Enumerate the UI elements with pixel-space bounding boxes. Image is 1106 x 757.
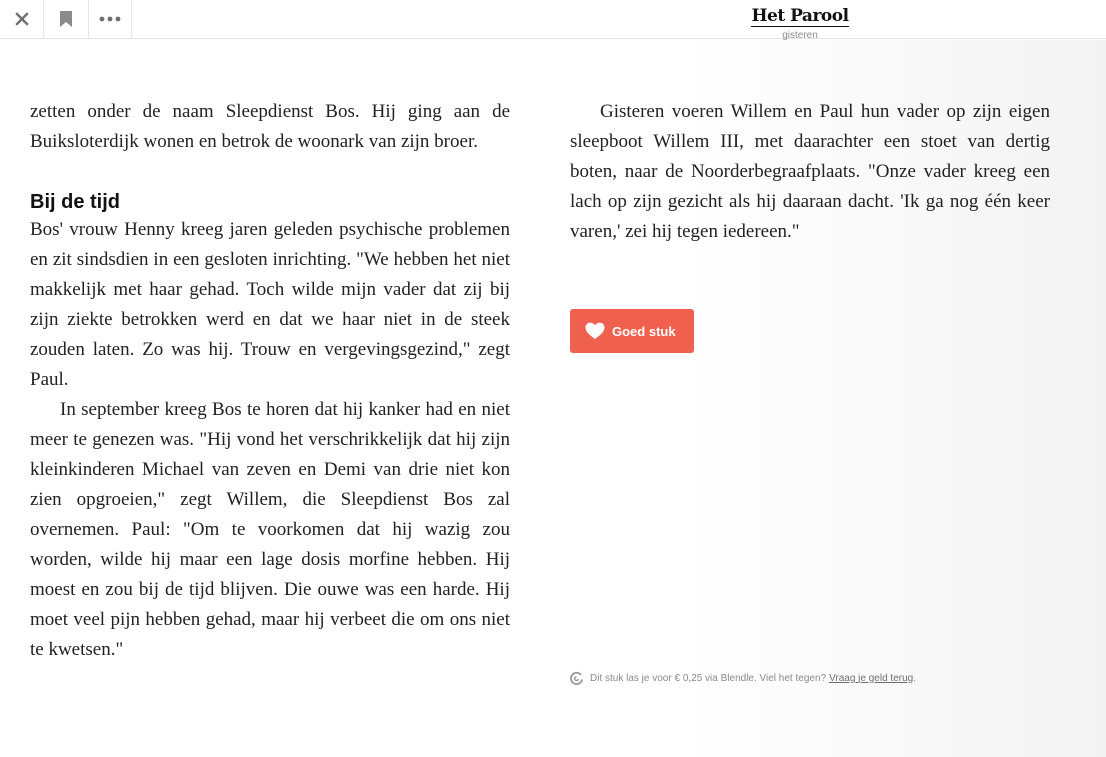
close-icon xyxy=(15,12,29,26)
bookmark-icon xyxy=(60,11,72,27)
reader-toolbar xyxy=(0,0,1106,39)
article-column-right xyxy=(570,97,1050,247)
publication-header xyxy=(700,6,900,41)
article-subheading: Bij de tijd xyxy=(30,191,120,213)
payment-note-text: Dit stuk las je voor € 0,25 via Blendle. Viel het tegen? xyxy=(590,672,827,684)
like-button-label: Goed stuk xyxy=(612,323,676,339)
payment-note-period: . xyxy=(913,672,916,684)
more-icon xyxy=(99,16,121,22)
bookmark-button[interactable] xyxy=(44,0,89,38)
paragraph-spacer xyxy=(30,157,510,187)
close-button[interactable] xyxy=(0,0,44,38)
blendle-icon xyxy=(569,671,584,686)
publication-date: gisteren xyxy=(782,30,818,41)
heart-icon xyxy=(585,322,605,340)
like-button[interactable] xyxy=(570,309,694,353)
payment-note xyxy=(569,669,916,687)
article-paragraph: In september kreeg Bos te horen dat hij kanker had en niet meer te genezen was. "Hij vond het verschrikkelijk dat hij zijn kleinkinderen Michael van zeven en Demi van drie niet kon zien opgroeien," zegt Willem, die Sleepdienst Bos zal overnemen. Paul: "Om te voorkomen dat hij wazig zou worden, wilde hij maar een lage dosis morfine hebben. Hij moest en zou bij de tijd blijven. Die ouwe was een harde. Hij moet veel pijn hebben gehad, maar hij verbeet die om ons niet te kwetsen." xyxy=(30,399,510,660)
article-column-left xyxy=(30,97,510,665)
publication-logo: Het Parool xyxy=(751,6,849,26)
article-paragraph: Bos' vrouw Henny kreeg jaren geleden psychische problemen en zit sindsdien in een gesloten inrichting. "We hebben het niet makkelijk met haar gehad. Toch wilde mijn vader dat zij bij zijn ziekte betrokken werd en dat we haar niet in de steek zouden laten. Zo was hij. Trouw en vergevingsgezind," zegt Paul. xyxy=(30,219,510,390)
article-paragraph: Gisteren voeren Willem en Paul hun vader op zijn eigen sleepboot Willem III, met daarachter een stoet van dertig boten, naar de Noorderbegraafplaats. "Onze vader kreeg een lach op zijn gezicht als hij daaraan dacht. 'Ik ga nog één keer varen,' zei hij tegen iedereen." xyxy=(570,101,1050,242)
more-options-button[interactable] xyxy=(89,0,132,38)
refund-link[interactable]: Vraag je geld terug xyxy=(829,672,914,684)
article-paragraph: zetten onder de naam Sleepdienst Bos. Hij ging aan de Buiksloterdijk wonen en betrok de woonark van zijn broer. xyxy=(30,101,510,152)
